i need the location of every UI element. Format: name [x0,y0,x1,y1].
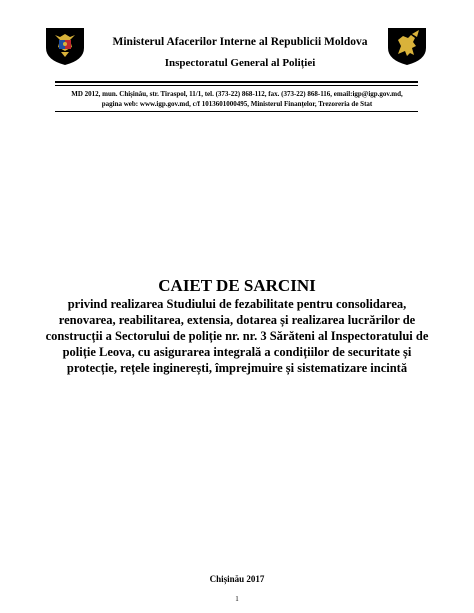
header-rule-bottom [55,111,418,112]
subtitle-line: poliție Leova, cu asigurarea integrală a condițiilor de securitate și [62,345,412,359]
header-rule-thick [55,81,418,83]
header-rule-thin [55,85,418,86]
subtitle-line: privind realizarea Studiului de fezabilitate pentru consolidarea, [67,297,407,311]
subtitle-line: protecție, rețele inginerești, împrejmuire și sistematizare incintă [66,361,408,375]
subtitle-line: renovarea, reabilitarea, extensia, dotarea și realizarea lucrărilor de [58,313,416,327]
document-subtitle [37,296,437,376]
subtitle-line: construcții a Sectorului de poliție nr. nr. 3 Sărăteni al Inspectoratului de [45,329,429,343]
inspectorate-name: Inspectoratul General al Poliției [164,57,316,69]
ministry-name: Ministerul Afacerilor Interne al Republicii Moldova [112,36,368,48]
place-date: Chișinău 2017 [209,574,265,584]
contact-info-line: MD 2012, mun. Chișinău, str. Tiraspol, 11/1, tel. (373-22) 868-112, fax. (373-22) 868-116, email:igp@igp.gov.md, [71,90,403,98]
contact-web-line: pagina web: www.igp.gov.md, c/f 1013601000495, Ministerul Finanțelor, Trezoreria de Stat [101,100,373,108]
coat-of-arms-moldova-icon [44,26,86,66]
police-lion-emblem-icon [386,26,428,66]
document-title: CAIET DE SARCINI [158,276,316,295]
page-number: 1 [235,595,239,603]
